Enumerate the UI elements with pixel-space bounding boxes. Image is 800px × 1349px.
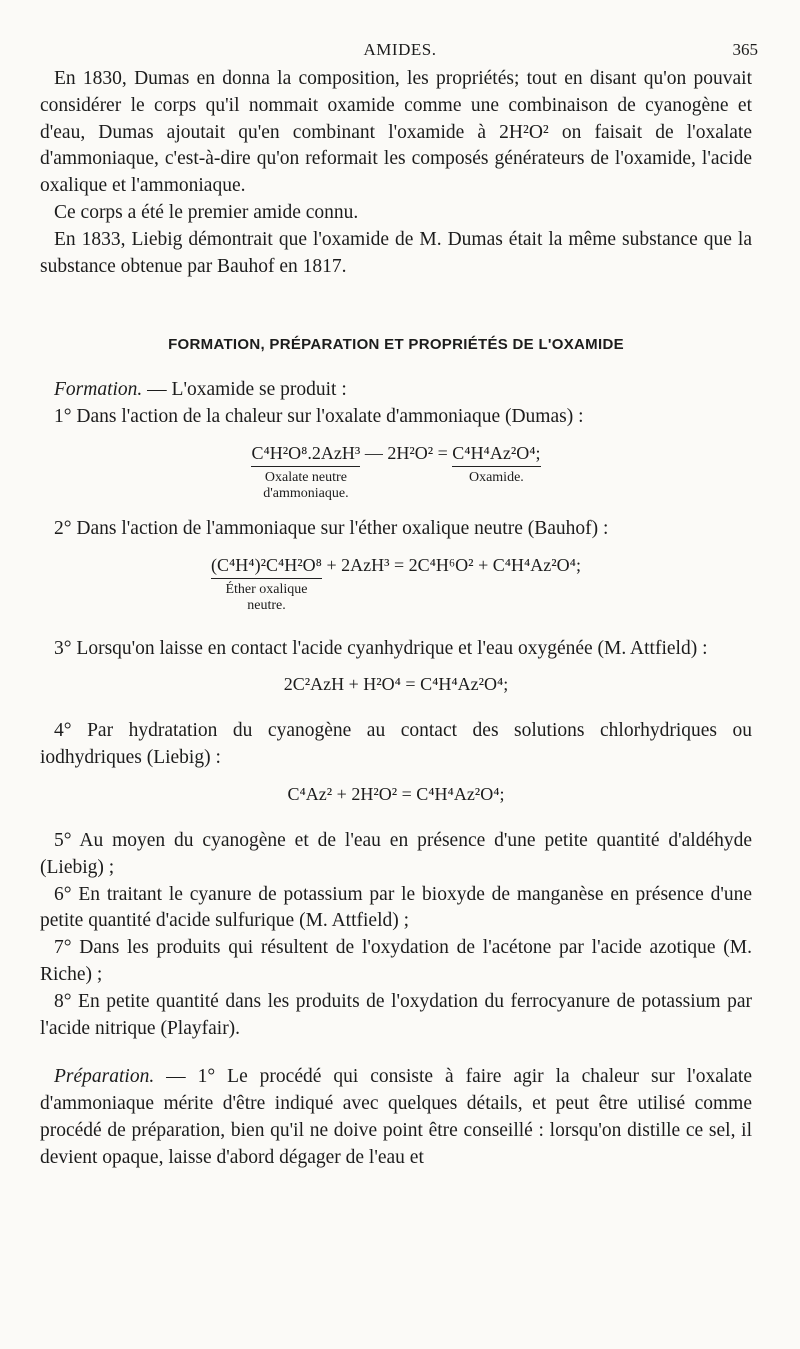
preparation-paragraph	[40, 1064, 752, 1171]
equation-1-right: C⁴H⁴Az²O⁴;	[452, 441, 540, 467]
page-body	[40, 66, 752, 1172]
equation-1-middle: — 2H²O² =	[360, 442, 453, 463]
equation-2-caption-1: Éther oxalique	[225, 581, 308, 597]
formation-label: Formation.	[54, 379, 143, 401]
item-5: 5° Au moyen du cyanogène et de l'eau en présence d'une petite quantité d'aldéhyde (Liebig) ;	[40, 829, 752, 878]
equation-2	[40, 553, 752, 614]
preparation-text: — 1° Le procédé qui consiste à faire agir la chaleur sur l'oxalate d'ammoniaque mérite d'être indiqué avec quelques détails, et peut être utilisé comme procédé de préparation, bien qu'il ne doive point être conseillé : lorsqu'on distille ce sel, il devient opaque, laisse d'abord dégager de l'eau et	[40, 1066, 752, 1168]
equation-2-caption-2: neutre.	[247, 597, 286, 613]
formation-paragraph	[40, 377, 752, 404]
intro-paragraph-1: En 1830, Dumas en donna la composition, les propriétés; tout en disant qu'on pouvait considérer le corps qu'il nommait oxamide comme une combinaison de cyanogène et d'eau, Dumas ajoutait qu'en combinant l'oxamide à 2H²O² on faisait de l'oxalate d'ammoniaque, c'est-à-dire qu'on reformait les composés générateurs de l'oxamide, l'acide oxalique et l'ammoniaque.	[40, 68, 752, 197]
equation-1-left-group	[251, 441, 360, 502]
item-4: 4° Par hydratation du cyanogène au contact des solutions chlorhydriques ou iodhydriques (Liebig) :	[40, 720, 752, 769]
equation-2-rest: + 2AzH³ = 2C⁴H⁶O² + C⁴H⁴Az²O⁴;	[321, 554, 581, 575]
item-1: 1° Dans l'action de la chaleur sur l'oxalate d'ammoniaque (Dumas) :	[54, 405, 584, 427]
equation-2-left-group	[211, 553, 322, 614]
item-3: 3° Lorsqu'on laisse en contact l'acide cyanhydrique et l'eau oxygénée (M. Attfield) :	[54, 637, 708, 659]
equation-3: 2C²AzH + H²O⁴ = C⁴H⁴Az²O⁴;	[283, 674, 509, 695]
item-8: 8° En petite quantité dans les produits de l'oxydation du ferrocyanure de potassium par l'acide nitrique (Playfair).	[40, 990, 752, 1039]
equation-1	[40, 441, 752, 502]
formation-intro: — L'oxamide se produit :	[142, 379, 347, 401]
preparation-label: Préparation.	[54, 1066, 155, 1088]
equation-1-caption-left-1: Oxalate neutre	[264, 469, 347, 485]
running-title: AMIDES.	[363, 40, 437, 59]
intro-paragraph-2: Ce corps a été le premier amide connu.	[54, 201, 359, 223]
equation-4: C⁴Az² + 2H²O² = C⁴H⁴Az²O⁴;	[287, 783, 505, 804]
equation-1-right-group	[452, 441, 540, 486]
item-7: 7° Dans les produits qui résultent de l'oxydation de l'acétone par l'acide azotique (M. Riche) ;	[40, 937, 752, 985]
item-6: 6° En traitant le cyanure de potassium par le bioxyde de manganèse en présence d'une petite quantité d'acide sulfurique (M. Attfield) ;	[40, 883, 752, 932]
item-2: 2° Dans l'action de l'ammoniaque sur l'éther oxalique neutre (Bauhof) :	[54, 517, 609, 539]
equation-1-caption-right: Oxamide.	[468, 469, 524, 485]
page-number: 365	[732, 40, 758, 59]
intro-paragraph-3: En 1833, Liebig démontrait que l'oxamide de M. Dumas était la même substance que la substance obtenue par Bauhof en 1817.	[40, 228, 752, 277]
equation-2-left: (C⁴H⁴)²C⁴H²O⁸	[211, 553, 322, 579]
page-header	[40, 40, 760, 64]
equation-1-left: C⁴H²O⁸.2AzH³	[251, 441, 360, 467]
section-heading: FORMATION, PRÉPARATION ET PROPRIÉTÉS DE L'OXAMIDE	[168, 336, 624, 354]
equation-1-caption-left-2: d'ammoniaque.	[263, 485, 349, 501]
